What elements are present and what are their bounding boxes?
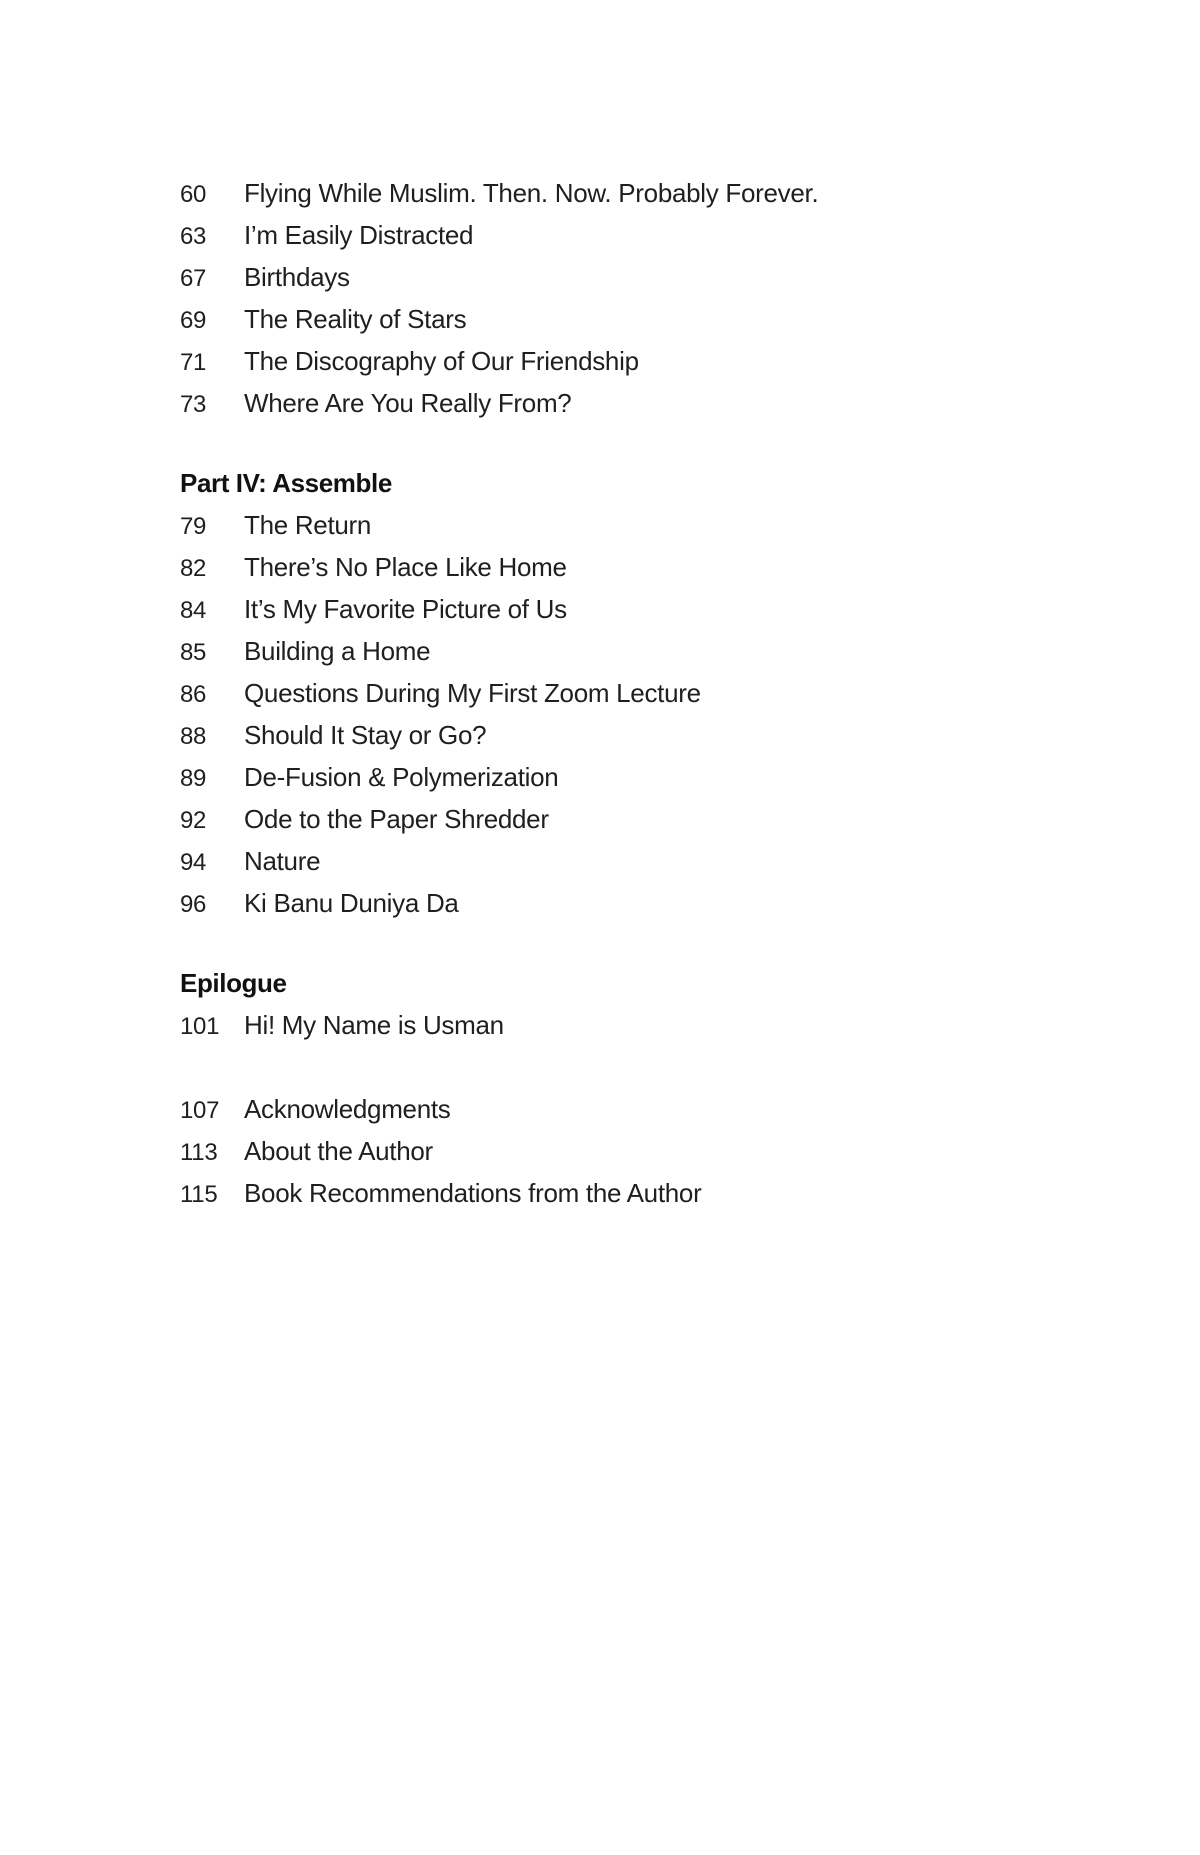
toc-entry[interactable] bbox=[180, 672, 1080, 714]
toc-entry-title: Birthdays bbox=[244, 262, 350, 292]
toc-page-number: 94 bbox=[180, 849, 207, 876]
toc-entry-title: The Reality of Stars bbox=[244, 304, 467, 334]
epilogue-entries bbox=[180, 1004, 1080, 1046]
toc-page-number: 79 bbox=[180, 513, 207, 540]
toc-entry[interactable] bbox=[180, 546, 1080, 588]
part4-entries bbox=[180, 504, 1080, 924]
part3-entries bbox=[180, 172, 1080, 424]
toc-entry[interactable] bbox=[180, 588, 1080, 630]
toc-page-number: 67 bbox=[180, 265, 207, 292]
toc-entry-title: I’m Easily Distracted bbox=[244, 220, 474, 250]
toc-entry[interactable] bbox=[180, 1088, 1080, 1130]
toc-entry-title: Ki Banu Duniya Da bbox=[244, 888, 459, 918]
toc-page-number: 89 bbox=[180, 765, 207, 792]
toc-entry[interactable] bbox=[180, 840, 1080, 882]
toc-entry-title: It’s My Favorite Picture of Us bbox=[244, 594, 567, 624]
toc-entry[interactable] bbox=[180, 256, 1080, 298]
toc-entry-title: Should It Stay or Go? bbox=[244, 720, 487, 750]
back-matter-entries bbox=[180, 1088, 1080, 1214]
toc-page-number: 113 bbox=[180, 1139, 218, 1166]
toc-entry[interactable] bbox=[180, 756, 1080, 798]
toc-entry[interactable] bbox=[180, 298, 1080, 340]
toc-entry[interactable] bbox=[180, 1172, 1080, 1214]
toc-page-number: 82 bbox=[180, 555, 207, 582]
toc-entry[interactable] bbox=[180, 882, 1080, 924]
toc-entry-title: Questions During My First Zoom Lecture bbox=[244, 678, 701, 708]
toc-entry[interactable] bbox=[180, 382, 1080, 424]
toc-entry-title: The Return bbox=[244, 510, 372, 540]
toc-page-number: 86 bbox=[180, 681, 207, 708]
toc-entry[interactable] bbox=[180, 504, 1080, 546]
toc-entry-title: Flying While Muslim. Then. Now. Probably Forever. bbox=[244, 178, 819, 208]
toc-entry[interactable] bbox=[180, 630, 1080, 672]
toc-page-number: 85 bbox=[180, 639, 207, 666]
toc-page-number: 60 bbox=[180, 181, 207, 208]
toc-entry-title: Hi! My Name is Usman bbox=[244, 1010, 504, 1040]
toc-entry-title: Ode to the Paper Shredder bbox=[244, 804, 549, 834]
toc-entry-title: The Discography of Our Friendship bbox=[244, 346, 639, 376]
section-heading-epilogue: Epilogue bbox=[180, 968, 287, 998]
toc-entry-title: Building a Home bbox=[244, 636, 431, 666]
toc-entry[interactable] bbox=[180, 340, 1080, 382]
toc-page-number: 92 bbox=[180, 807, 207, 834]
toc-entry[interactable] bbox=[180, 714, 1080, 756]
toc-entry[interactable] bbox=[180, 1004, 1080, 1046]
section-gap bbox=[180, 1046, 1080, 1088]
toc-page-number: 71 bbox=[180, 349, 207, 376]
toc-page-number: 96 bbox=[180, 891, 207, 918]
toc-page-number: 107 bbox=[180, 1097, 220, 1124]
toc-entry[interactable] bbox=[180, 798, 1080, 840]
toc-page-number: 63 bbox=[180, 223, 207, 250]
toc-entry[interactable] bbox=[180, 1130, 1080, 1172]
table-of-contents bbox=[180, 172, 1080, 1214]
toc-entry-title: Book Recommendations from the Author bbox=[244, 1178, 702, 1208]
toc-page-number: 88 bbox=[180, 723, 207, 750]
toc-page-number: 73 bbox=[180, 391, 207, 418]
section-heading-part-4: Part IV: Assemble bbox=[180, 468, 392, 498]
toc-entry-title: There’s No Place Like Home bbox=[244, 552, 567, 582]
toc-page-number: 69 bbox=[180, 307, 207, 334]
toc-entry-title: Acknowledgments bbox=[244, 1094, 451, 1124]
toc-page-number: 115 bbox=[180, 1181, 218, 1208]
toc-entry-title: De-Fusion & Polymerization bbox=[244, 762, 559, 792]
toc-page-number: 84 bbox=[180, 597, 207, 624]
toc-entry-title: Where Are You Really From? bbox=[244, 388, 572, 418]
toc-page-number: 101 bbox=[180, 1013, 220, 1040]
toc-entry-title: About the Author bbox=[244, 1136, 433, 1166]
toc-entry-title: Nature bbox=[244, 846, 321, 876]
toc-entry[interactable] bbox=[180, 172, 1080, 214]
toc-entry[interactable] bbox=[180, 214, 1080, 256]
